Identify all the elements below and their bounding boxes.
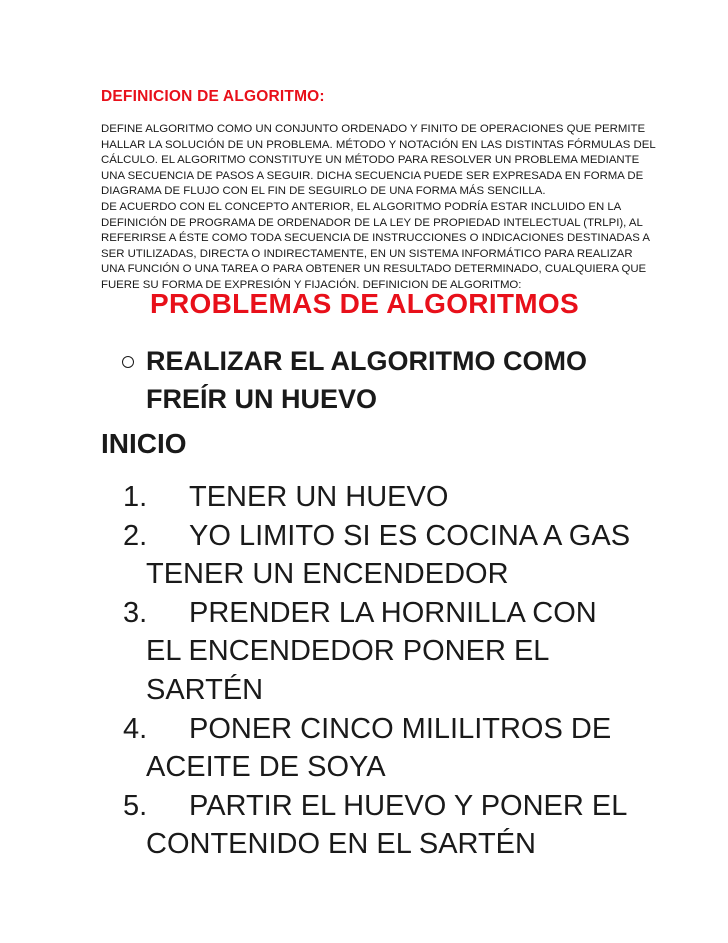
step-line: TENER UN HUEVO	[189, 481, 449, 513]
bullet-line: REALIZAR EL ALGORITMO COMO	[146, 346, 587, 376]
definition-line: DIAGRAMA DE FLUJO CON EL FIN DE SEGUIRLO DE UNA FORMA MÁS SENCILLA.	[101, 185, 546, 198]
step-line: YO LIMITO SI ES COCINA A GAS	[189, 519, 631, 552]
step-line: SARTÉN	[146, 673, 264, 706]
step-line: PARTIR EL HUEVO Y PONER EL	[189, 789, 628, 822]
definition-line: SER UTILIZADAS, DIRECTA O INDIRECTAMENTE, EN UN SISTEMA INFORMÁTICO PARA REALIZAR	[101, 247, 633, 260]
step-line: PONER CINCO MILILITROS DE	[189, 712, 612, 745]
definition-line: UNA FUNCIÓN O UNA TAREA O PARA OBTENER UN RESULTADO DETERMINADO, CUALQUIERA QUE	[101, 263, 647, 276]
bullet-text	[146, 342, 587, 418]
problems-title: PROBLEMAS DE ALGORITMOS	[150, 288, 579, 319]
step-line: TENER UN ENCENDEDOR	[146, 558, 509, 591]
step-number: 2.	[123, 519, 148, 552]
bullet-icon	[122, 356, 134, 368]
definition-line: REFERIRSE A ÉSTE COMO TODA SECUENCIA DE INSTRUCCIONES O INDICACIONES DESTINADAS A	[101, 232, 650, 245]
bullet-line: FREÍR UN HUEVO	[146, 384, 378, 414]
definition-line: DEFINICIÓN DE PROGRAMA DE ORDENADOR DE LA LEY DE PROPIEDAD INTELECTUAL (TRLPI), AL	[101, 216, 643, 229]
step-line: CONTENIDO EN EL SARTÉN	[146, 828, 536, 861]
step-number: 3.	[123, 596, 148, 629]
list-item	[123, 710, 723, 787]
step-line: PRENDER LA HORNILLA CON	[189, 596, 597, 629]
list-item	[123, 517, 723, 594]
definition-line: HALLAR LA SOLUCIÓN DE UN PROBLEMA. MÉTODO Y NOTACIÓN EN LAS DISTINTAS FÓRMULAS DEL	[101, 138, 656, 151]
definition-line: FUERE SU FORMA DE EXPRESIÓN Y FIJACIÓN. DEFINICION DE ALGORITMO:	[101, 278, 522, 291]
step-line: ACEITE DE SOYA	[146, 751, 386, 784]
step-number: 5.	[123, 789, 148, 822]
start-label: INICIO	[101, 428, 187, 459]
step-number: 1.	[123, 481, 148, 513]
definition-line: DEFINE ALGORITMO COMO UN CONJUNTO ORDENADO Y FINITO DE OPERACIONES QUE PERMITE	[101, 123, 646, 135]
list-item	[123, 478, 723, 517]
definition-line: DE ACUERDO CON EL CONCEPTO ANTERIOR, EL ALGORITMO PODRÍA ESTAR INCLUIDO EN LA	[101, 200, 622, 213]
list-item	[123, 787, 723, 864]
definition-title: DEFINICION DE ALGORITMO:	[101, 88, 325, 105]
definition-paragraph	[101, 122, 656, 294]
list-item	[123, 594, 723, 710]
step-line: EL ENCENDEDOR PONER EL	[146, 635, 550, 668]
steps-list	[123, 478, 723, 864]
step-number: 4.	[123, 712, 148, 745]
definition-line: UNA SECUENCIA DE PASOS A SEGUIR. DICHA SECUENCIA PUEDE SER EXPRESADA EN FORMA DE	[101, 169, 644, 182]
definition-line: CÁLCULO. EL ALGORITMO CONSTITUYE UN MÉTODO PARA RESOLVER UN PROBLEMA MEDIANTE	[101, 154, 640, 167]
